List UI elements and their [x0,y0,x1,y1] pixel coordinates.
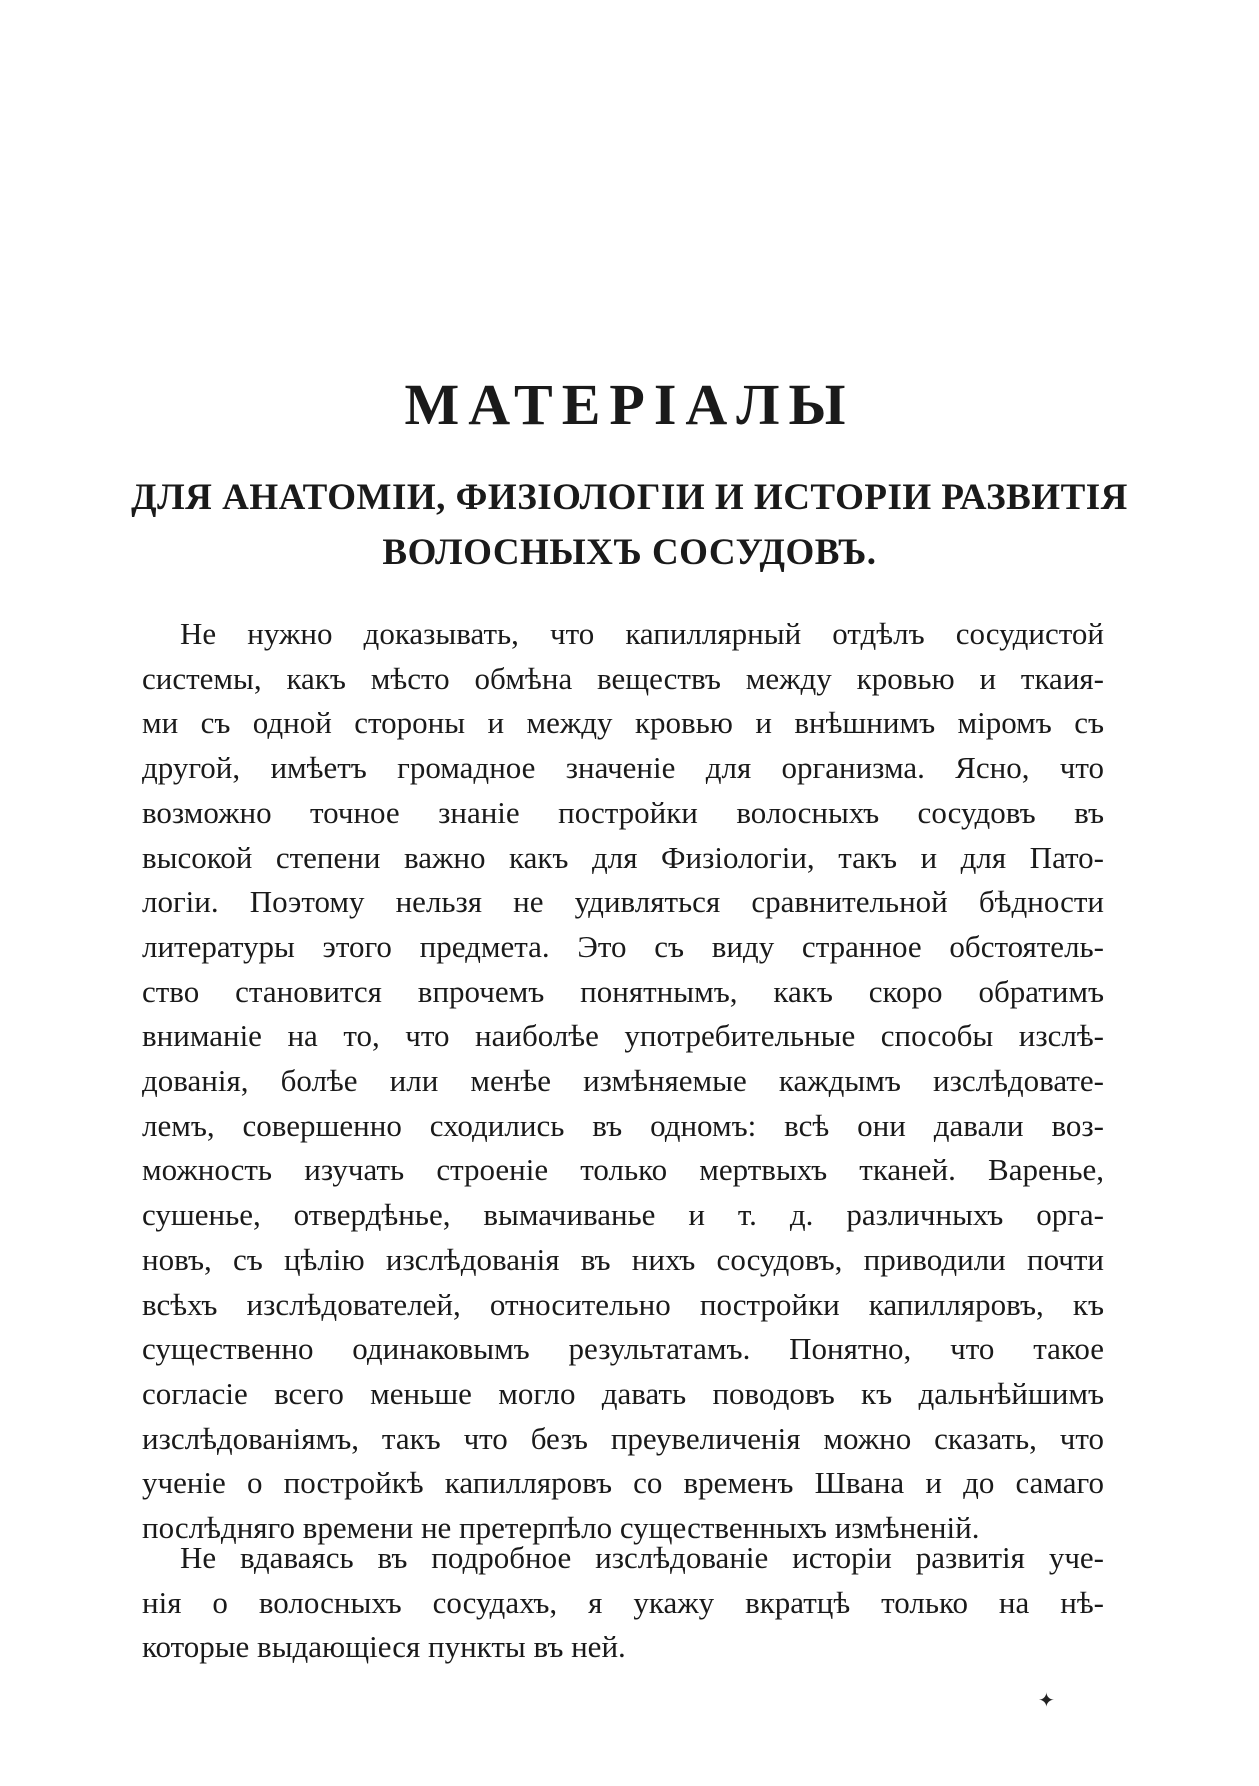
text-line: ми съ одной стороны и между кровью и внѣшнимъ міромъ съ [142,705,1104,741]
text-line: другой, имѣетъ громадное значеніе для организма. Ясно, что [142,750,1104,786]
text-line: согласіе всего меньше могло давать поводовъ къ дальнѣйшимъ [142,1375,1104,1411]
subtitle-line-1: ДЛЯ АНАТОМІИ, ФИЗІОЛОГІИ И ИСТОРІИ РАЗВИТІЯ [131,477,1128,518]
text-line: высокой степени важно какъ для Физіологіи, такъ и для Пато- [142,839,1104,875]
text-line: возможно точное знаніе постройки волосныхъ сосудовъ въ [142,794,1104,830]
text-line: сушенье, отвердѣнье, вымачиванье и т. д. различныхъ орга- [142,1197,1104,1233]
text-line: всѣхъ изслѣдователей, относительно постройки капилляровъ, къ [142,1286,1104,1322]
paragraph-2 [142,1536,1104,1670]
text-line: литературы этого предмета. Это съ виду странное обстоятель- [142,928,1104,964]
text-line: новъ, съ цѣлію изслѣдованія въ нихъ сосудовъ, приводили почти [142,1241,1104,1277]
text-line: логіи. Поэтому нельзя не удивляться сравнительной бѣдности [142,884,1104,920]
text-line: Не вдаваясь въ подробное изслѣдованіе исторіи развитія уче- [180,1540,1104,1575]
paragraph-1 [142,612,1104,1551]
text-line: вниманіе на то, что наиболѣе употребительные способы изслѣ- [142,1018,1104,1054]
text-line: Не нужно доказывать, что капиллярный отдѣлъ сосудистой [180,616,1104,651]
text-line: изслѣдованіямъ, такъ что безъ преувеличенія можно сказать, что [142,1420,1104,1456]
text-line: можность изучать строеніе только мертвыхъ тканей. Варенье, [142,1152,1104,1188]
text-line: которые выдающіеся пункты въ ней. [142,1629,626,1665]
text-line: лемъ, совершенно сходились въ одномъ: всѣ они давали воз- [142,1107,1104,1143]
text-line: ученіе о постройкѣ капилляровъ со временъ Швана и до самаго [142,1465,1104,1501]
page-title: МАТЕРІАЛЫ [404,372,855,437]
text-line: дованія, болѣе или менѣе измѣняемые каждымъ изслѣдовате- [142,1063,1104,1099]
text-line: системы, какъ мѣсто обмѣна веществъ между кровью и ткаия- [142,660,1104,696]
text-line: ство становится впрочемъ понятнымъ, какъ скоро обратимъ [142,973,1104,1009]
subtitle-line-2: ВОЛОСНЫХЪ СОСУДОВЪ. [382,532,877,573]
text-line: нія о волосныхъ сосудахъ, я укажу вкратцѣ только на нѣ- [142,1584,1104,1620]
ornament-mark: ✦ [1038,1688,1055,1712]
text-line: послѣдняго времени не претерпѣло существенныхъ измѣненій. [142,1510,980,1546]
text-line: существенно одинаковымъ результатамъ. Понятно, что такое [142,1331,1104,1367]
